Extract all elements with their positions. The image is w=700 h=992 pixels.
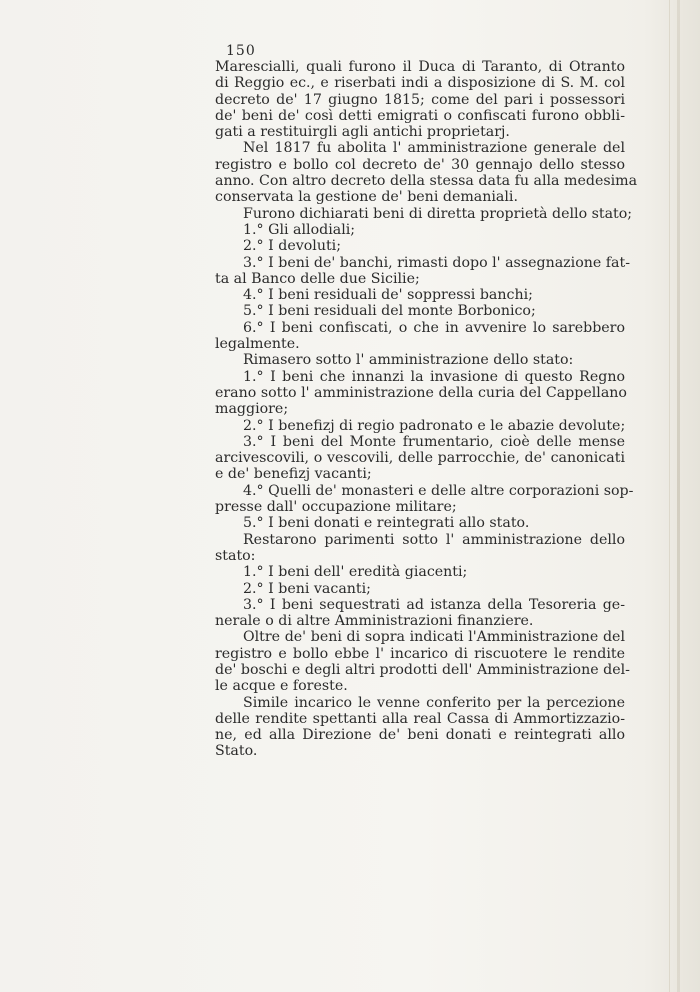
text-line: 2.° I benefizj di regio padronato e le abazie devolute; <box>243 417 626 434</box>
text-line: Rimasero sotto l' amministrazione dello stato: <box>243 352 574 369</box>
text-line: delle rendite spettanti alla real Cassa di Ammortizzazio- <box>215 710 625 727</box>
text-line: 3.° I beni del Monte frumentario, cioè delle mense <box>243 433 625 450</box>
text-line: de' boschi e degli altri prodotti dell' Amministrazione del- <box>215 661 630 678</box>
text-line: registro e bollo col decreto de' 30 gennajo dello stesso <box>215 156 625 173</box>
text-line: stato: <box>215 547 256 564</box>
text-line: anno. Con altro decreto della stessa data fu alla medesima <box>215 173 638 190</box>
text-line: Simile incarico le venne conferito per la percezione <box>243 694 625 711</box>
text-line: di Reggio ec., e riserbati indi a disposizione di S. M. col <box>215 75 625 92</box>
text-line: 1.° Gli allodiali; <box>243 221 356 238</box>
text-line: legalmente. <box>215 336 300 353</box>
text-line: gati a restituirgli agli antichi proprietarj. <box>215 124 510 141</box>
text-line: Oltre de' beni di sopra indicati l'Amministrazione del <box>243 629 625 646</box>
text-line: de' beni de' così detti emigrati o confiscati furono obbli- <box>215 107 625 124</box>
text-line: 5.° I beni residuali del monte Borbonico; <box>243 303 536 320</box>
text-line: 3.° I beni de' banchi, rimasti dopo l' assegnazione fat- <box>243 254 630 271</box>
text-line: arcivescovili, o vescovili, delle parrocchie, de' canonicati <box>215 450 625 467</box>
text-line: Restarono parimenti sotto l' amministrazione dello <box>243 531 625 548</box>
text-line: Nel 1817 fu abolita l' amministrazione generale del <box>243 140 625 157</box>
text-line: 1.° I beni dell' eredità giacenti; <box>243 564 468 581</box>
text-line: ta al Banco delle due Sicilie; <box>215 270 420 287</box>
text-line: presse dall' occupazione militare; <box>215 499 457 516</box>
page-edge-shadow <box>669 0 670 992</box>
text-line: 5.° I beni donati e reintegrati allo stato. <box>243 515 530 532</box>
text-line: 4.° Quelli de' monasteri e delle altre corporazioni sop- <box>243 482 634 499</box>
text-line: erano sotto l' amministrazione della curia del Cappellano <box>215 384 627 401</box>
page-number: 150 <box>226 43 256 59</box>
text-line: le acque e foreste. <box>215 678 348 695</box>
text-line: 2.° I devoluti; <box>243 238 341 255</box>
text-line: Furono dichiarati beni di diretta proprietà dello stato; <box>243 205 633 222</box>
text-line: Marescialli, quali furono il Duca di Taranto, di Otranto <box>215 59 625 75</box>
text-line: 1.° I beni che innanzi la invasione di questo Regno <box>243 368 625 385</box>
body-text <box>215 59 638 760</box>
text-line: 4.° I beni residuali de' soppressi banchi; <box>243 287 533 304</box>
text-line: registro e bollo ebbe l' incarico di riscuotere le rendite <box>215 645 625 662</box>
text-line: maggiore; <box>215 401 289 418</box>
text-line: 3.° I beni sequestrati ad istanza della Tesoreria ge- <box>243 596 625 613</box>
page-edge <box>677 0 680 992</box>
text-line: 6.° I beni confiscati, o che in avvenire lo sarebbero <box>243 319 625 336</box>
text-line: decreto de' 17 giugno 1815; come del pari i possessori <box>215 91 625 108</box>
text-line: Stato. <box>215 743 258 760</box>
text-line: conservata la gestione de' beni demaniali. <box>215 189 518 206</box>
text-line: ne, ed alla Direzione de' beni donati e reintegrati allo <box>215 727 625 744</box>
text-line: 2.° I beni vacanti; <box>243 580 371 597</box>
text-line: nerale o di altre Amministrazioni finanziere. <box>215 613 534 630</box>
text-line: e de' benefizj vacanti; <box>215 466 372 483</box>
